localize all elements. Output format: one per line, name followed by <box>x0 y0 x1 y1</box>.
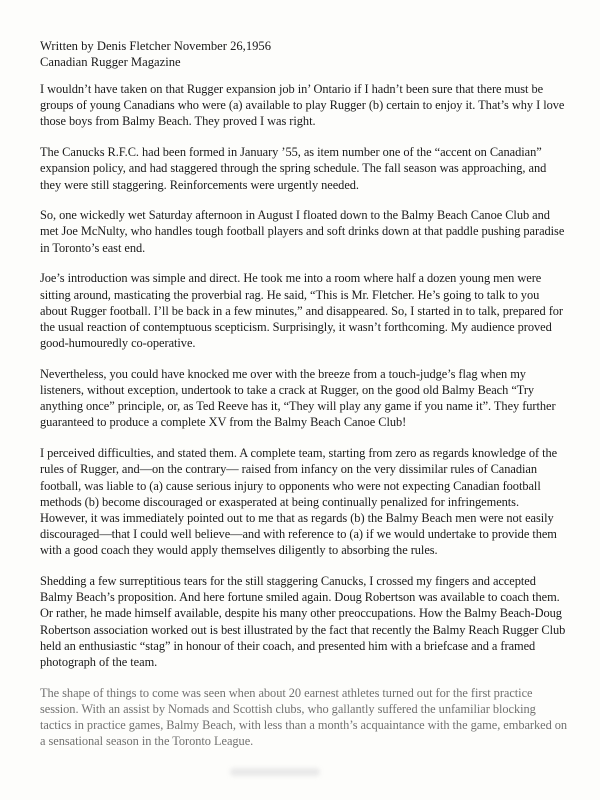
publication-name: Canadian Rugger Magazine <box>40 55 181 69</box>
paragraph: Shedding a few surreptitious tears for the still staggering Canucks, I crossed my fingers and accepted Balmy Beach’s proposition. And here fortune smiled again. Doug Robertson was available to coach them. Or rather, he made himself available, despite his many other preoccupations. How the Balmy Beach-Doug Robertson association worked out is best illustrated by the fact that recently the Balmy Reach Rugger Club held an enthusiastic “stag” in honour of their coach, and presented him with a briefcase and a framed photograph of the team. <box>40 574 566 670</box>
scan-smudge <box>230 768 320 776</box>
paragraph: Nevertheless, you could have knocked me over with the breeze from a touch-judge’s flag when my listeners, without exception, undertook to take a crack at Rugger, on the good old Balmy Beach “Try anything once” principle, or, as Ted Reeve has it, “They will play any game if you name it”. They further guaranteed to produce a complete XV from the Balmy Beach Canoe Club! <box>40 366 556 430</box>
paragraph: I wouldn’t have taken on that Rugger expansion job in’ Ontario if I hadn’t been sure that there must be groups of young Canadians who were (a) available to play Rugger (b) certain to enjoy it. That’s why I love those boys from Balmy Beach. They proved I was right. <box>40 82 565 129</box>
paragraph-faded: The shape of things to come was seen when about 20 earnest athletes turned out for the first practice session. With an assist by Nomads and Scottish clubs, who gallantly suffered the unfamiliar blocking tactics in practice games, Balmy Beach, with less than a month’s acquaintance with the game, embarked on a sensational season in the Toronto League. <box>40 685 568 749</box>
paragraph: Joe’s introduction was simple and direct. He took me into a room where half a dozen young men were sitting around, masticating the proverbial rag. He said, “This is Mr. Fletcher. He’s going to talk to you about Rugger football. I’ll be back in a few minutes,” and disappeared. So, I started in to talk, prepared for the usual reaction of contemptuous scepticism. Surprisingly, it wasn’t forthcoming. My audience proved good-humouredly co-operative. <box>40 271 563 351</box>
paragraph: I perceived difficulties, and stated them. A complete team, starting from zero as regards knowledge of the rules of Rugger, and—on the contrary— raised from infancy on the very dissimilar rules of Canadian football, was liable to (a) cause serious injury to opponents who were not expecting Canadian football methods (b) become discouraged or exasperated at being continually penalized for infringements. However, it was immediately pointed out to me that as regards (b) the Balmy Beach men were not easily discouraged—that I could well believe—and with reference to (a) if we would undertake to provide them with a good coach they would apply themselves diligently to absorbing the rules. <box>40 446 558 558</box>
paragraph: So, one wickedly wet Saturday afternoon in August I floated down to the Balmy Beach Canoe Club and met Joe McNulty, who handles tough football players and soft drinks down at that paddle pushing paradise in Toronto’s east end. <box>40 208 565 255</box>
article-body <box>40 81 568 764</box>
author-line: Written by Denis Fletcher November 26,1956 <box>40 39 272 53</box>
paragraph: The Canucks R.F.C. had been formed in January ’55, as item number one of the “accent on Canadian” expansion policy, and had staggered through the spring schedule. The fall season was approaching, and they were still staggering. Reinforcements were urgently needed. <box>40 145 547 192</box>
byline <box>40 38 271 70</box>
